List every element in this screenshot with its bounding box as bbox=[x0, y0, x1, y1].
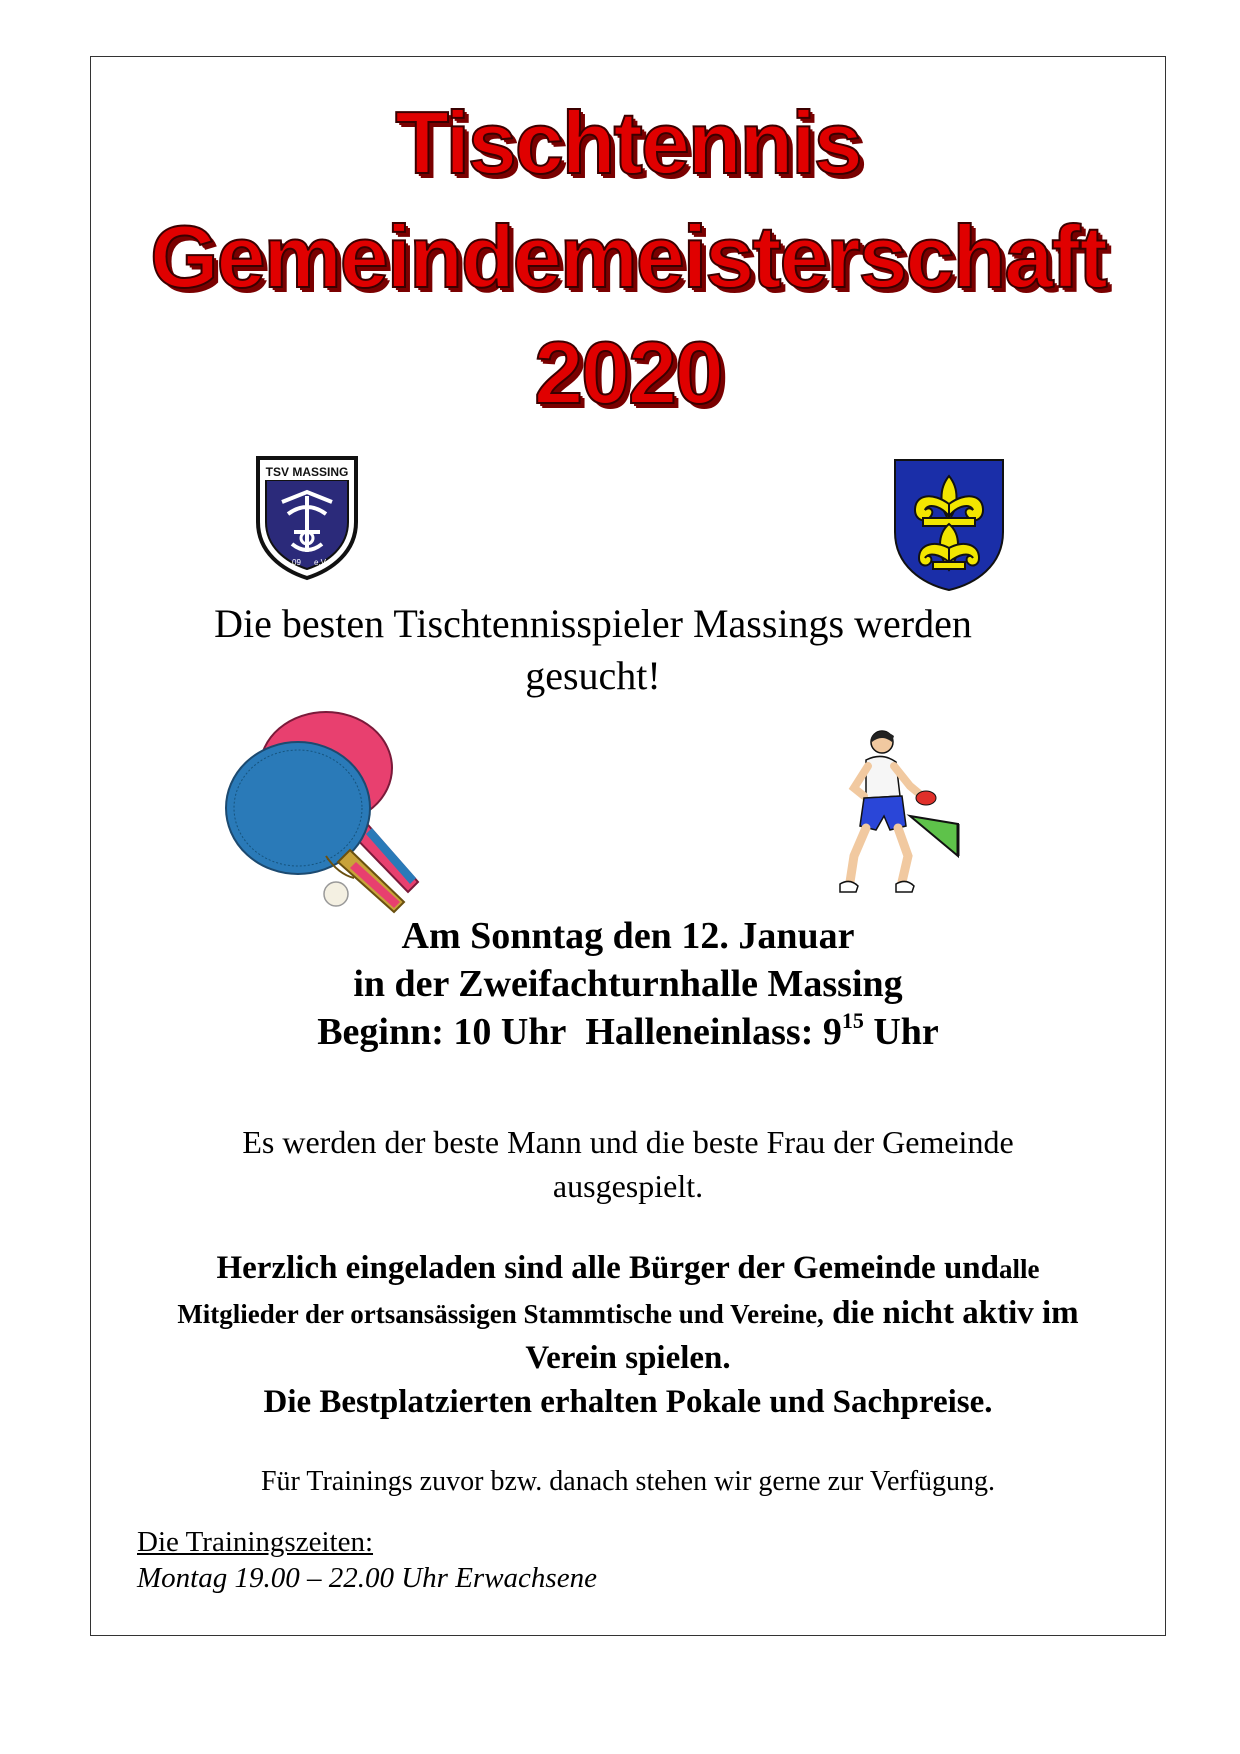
event-begin: Beginn: 10 Uhr bbox=[317, 1011, 567, 1053]
event-entry-suffix: Uhr bbox=[863, 1011, 939, 1053]
invitation-part1: Herzlich eingeladen sind alle Bürger der Gemeinde und bbox=[216, 1250, 1000, 1286]
invitation-text bbox=[90, 1246, 1166, 1424]
svg-text:e.V.: e.V. bbox=[314, 558, 328, 567]
event-location: in der Zweifachturnhalle Massing bbox=[353, 963, 903, 1005]
poster-title-year: 2020 bbox=[534, 323, 722, 422]
training-times-monday: Montag 19.00 – 22.00 Uhr Erwachsene bbox=[137, 1562, 597, 1594]
competition-description: Es werden der beste Mann und die beste Frau der Gemeinde ausgespielt. bbox=[242, 1124, 1014, 1204]
prizes-line: Die Bestplatzierten erhalten Pokale und Sachpreise. bbox=[263, 1384, 993, 1420]
table-tennis-paddles-icon bbox=[222, 706, 428, 916]
massing-coat-of-arms bbox=[893, 458, 1005, 592]
training-note: Für Trainings zuvor bzw. danach stehen wir gerne zur Verfügung. bbox=[260, 1466, 996, 1497]
event-details bbox=[90, 912, 1166, 1056]
training-times-heading: Die Trainingszeiten: bbox=[137, 1526, 374, 1558]
svg-text:09: 09 bbox=[292, 558, 301, 567]
poster-title-line1: Tischtennis bbox=[395, 93, 861, 192]
invitation-part2: alle Mitglieder der ortsansässigen Stammtische und Vereine, bbox=[177, 1254, 1040, 1329]
event-date: Am Sonntag den 12. Januar bbox=[401, 915, 855, 957]
event-entry-minutes: 15 bbox=[841, 1008, 864, 1033]
poster-title-line2: Gemeindemeisterschaft bbox=[150, 207, 1106, 306]
lead-text: Die besten Tischtennisspieler Massings werden gesucht! bbox=[214, 601, 972, 698]
event-entry: Halleneinlass: 9 bbox=[585, 1011, 842, 1053]
tsv-massing-logo bbox=[252, 452, 362, 582]
event-times bbox=[90, 1008, 1166, 1056]
invitation-part3: die nicht aktiv im Verein spielen. bbox=[525, 1295, 1079, 1376]
table-tennis-player-icon bbox=[814, 726, 964, 902]
tsv-massing-logo-text: TSV MASSING bbox=[265, 465, 349, 479]
